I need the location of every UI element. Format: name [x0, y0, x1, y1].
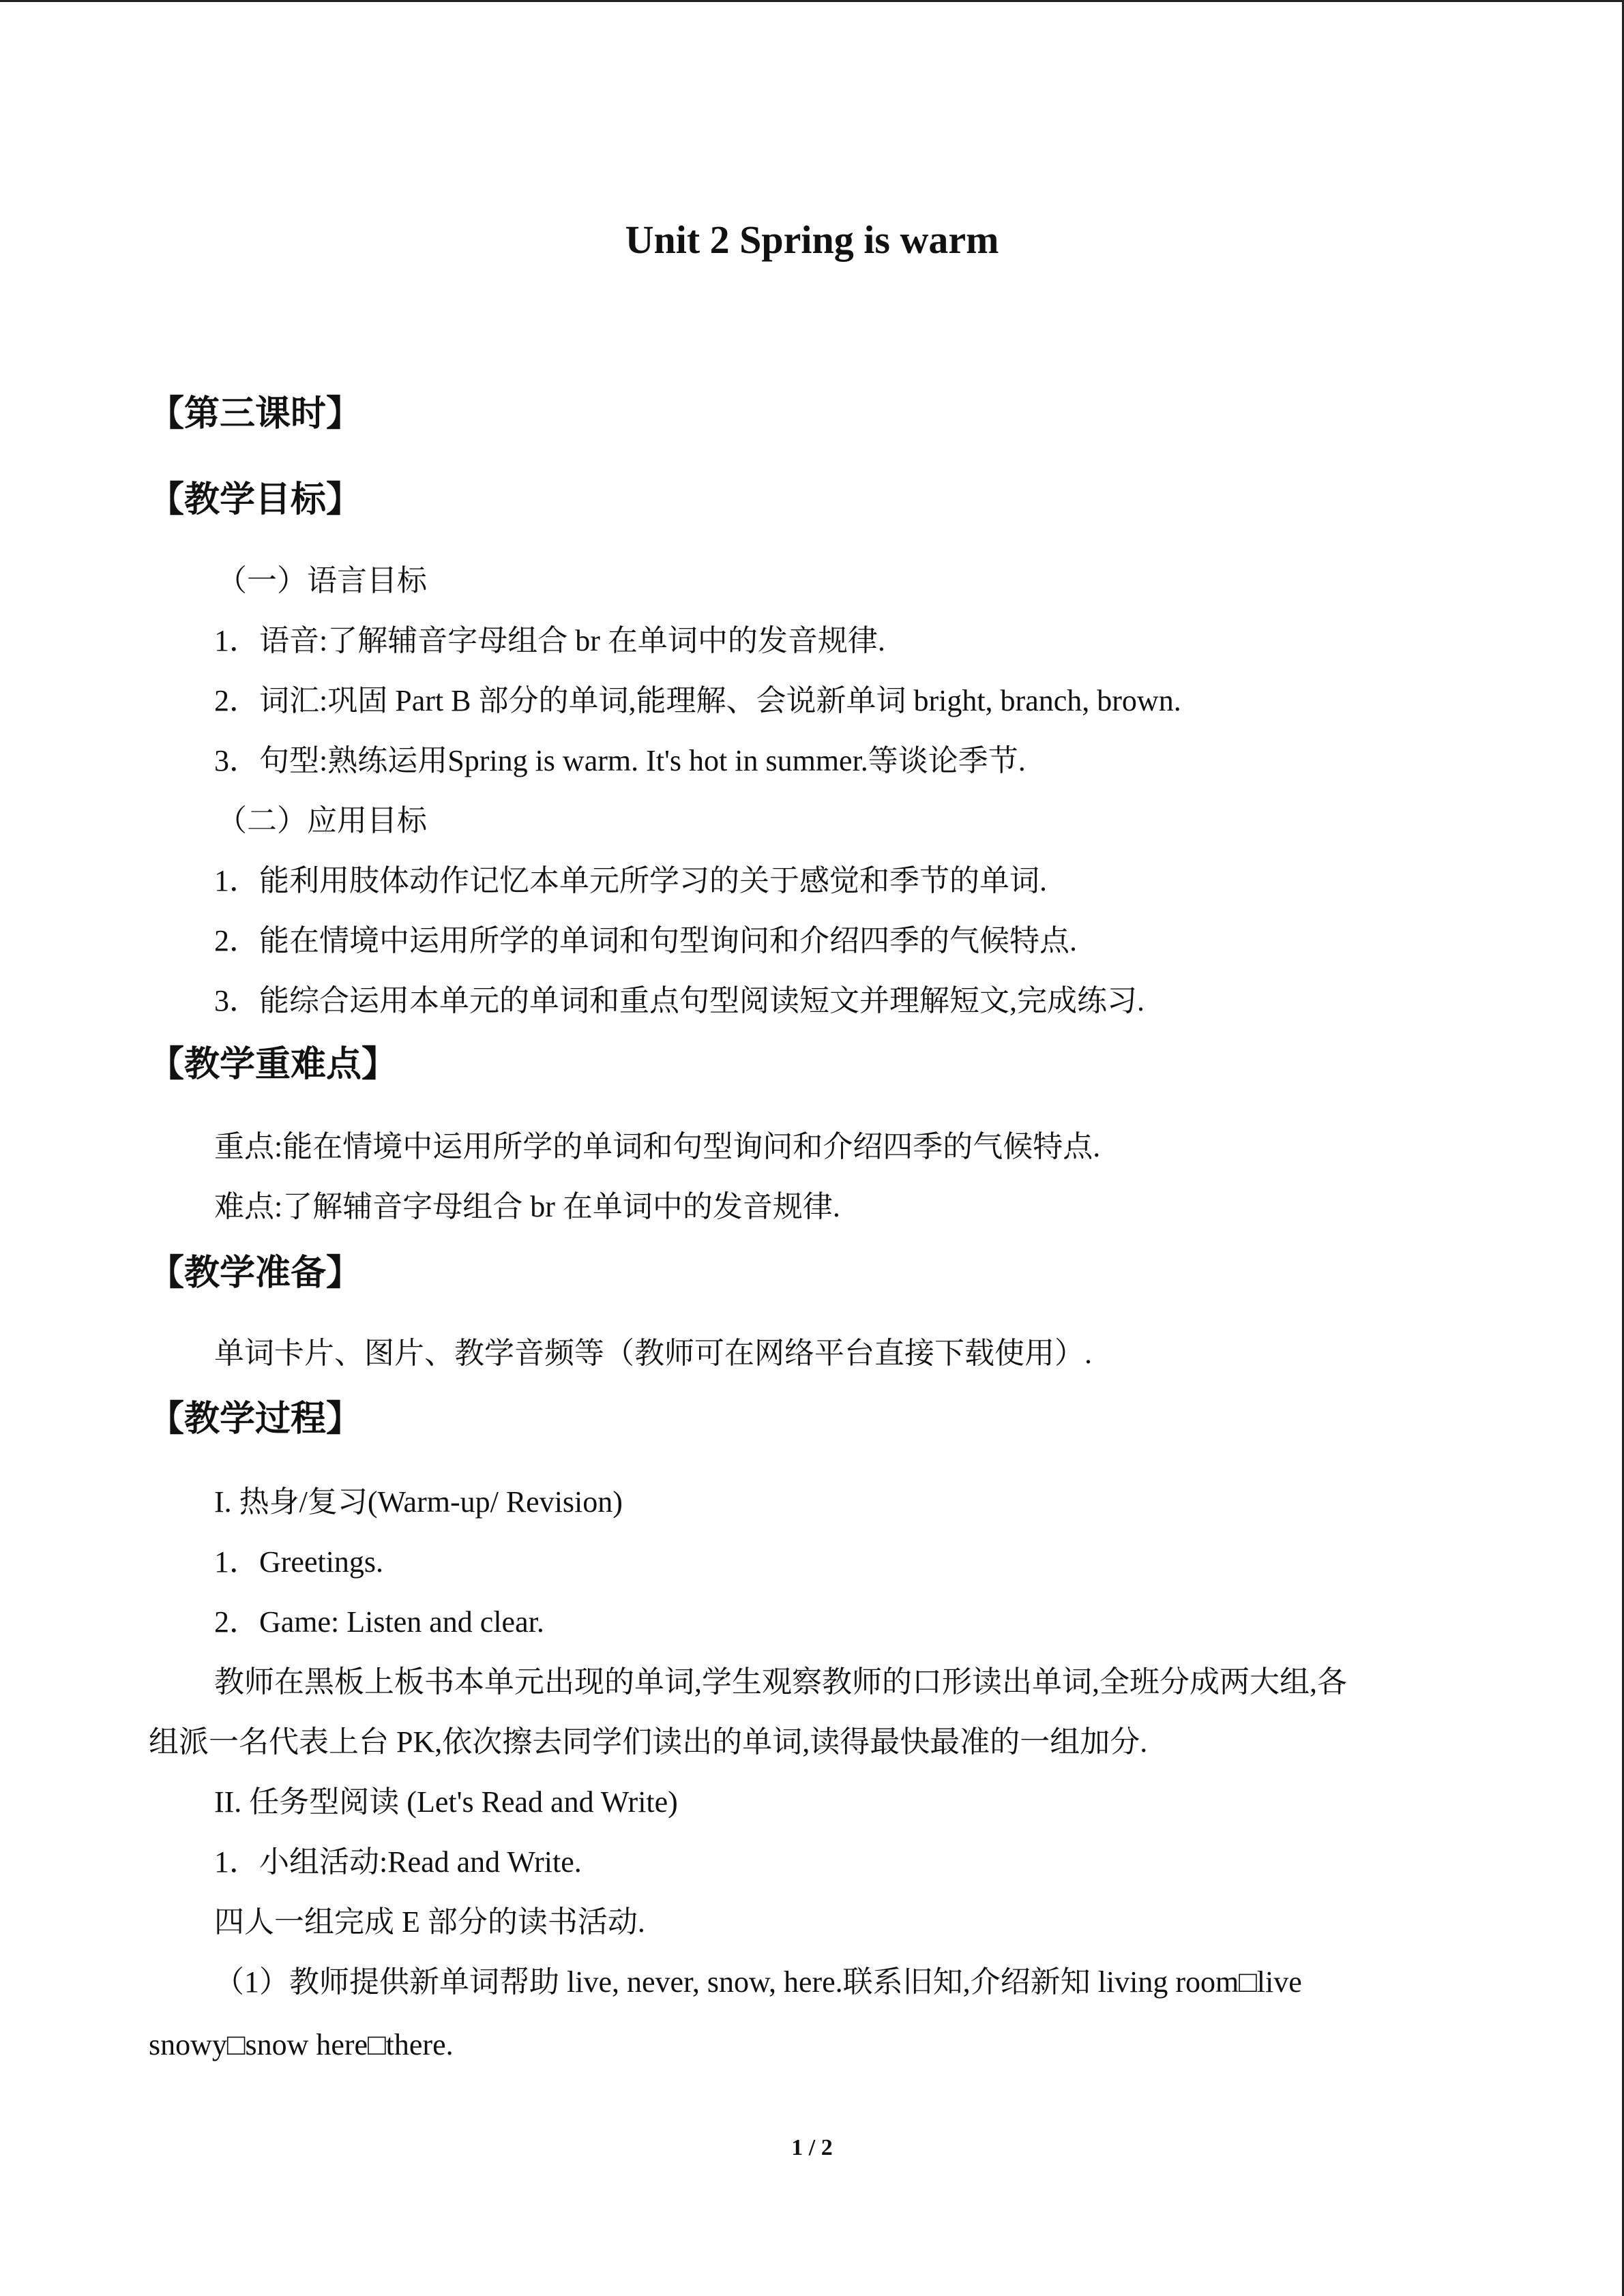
application-goals-title: （二）应用目标	[217, 804, 427, 837]
reading-description: 四人一组完成 E 部分的读书活动.	[214, 1905, 645, 1939]
game-description-line: 组派一名代表上台 PK,依次擦去同学们读出的单词,读得最快最准的一组加分.	[149, 1725, 1148, 1759]
step-one-line: （1）教师提供新单词帮助 live, never, snow, here.联系旧知,介绍新知 living room□live	[214, 1965, 1302, 1999]
preparation-text: 单词卡片、图片、教学音频等（教师可在网络平台直接下载使用）.	[214, 1337, 1092, 1370]
step-one-line: snowy□snow here□there.	[149, 2028, 454, 2061]
language-goal-item: 1．语音:了解辅音字母组合 br 在单词中的发音规律.	[214, 624, 885, 657]
warmup-item: 1．Greetings.	[214, 1545, 384, 1579]
document-title: Unit 2 Spring is warm	[625, 218, 999, 262]
language-goals-title: （一）语言目标	[217, 564, 427, 597]
language-goal-item: 2．词汇:巩固 Part B 部分的单词,能理解、会说新单词 bright, branch, brown.	[214, 684, 1181, 717]
heading-lesson: 【第三课时】	[149, 393, 362, 434]
application-goal-item: 3．能综合运用本单元的单词和重点句型阅读短文并理解短文,完成练习.	[214, 984, 1145, 1017]
heading-key-points: 【教学重难点】	[149, 1044, 398, 1085]
heading-preparation: 【教学准备】	[149, 1253, 362, 1294]
heading-process: 【教学过程】	[149, 1399, 362, 1440]
warmup-title: I. 热身/复习(Warm-up/ Revision)	[214, 1485, 623, 1519]
reading-item: 1．小组活动:Read and Write.	[214, 1845, 582, 1879]
application-goal-item: 1．能利用肢体动作记忆本单元所学习的关于感觉和季节的单词.	[214, 864, 1047, 897]
language-goal-item: 3．句型:熟练运用Spring is warm. It's hot in summer.等谈论季节.	[214, 744, 1026, 777]
reading-title: II. 任务型阅读 (Let's Read and Write)	[214, 1785, 678, 1819]
heading-goals: 【教学目标】	[149, 479, 362, 520]
key-point-item: 难点:了解辅音字母组合 br 在单词中的发音规律.	[214, 1190, 840, 1223]
game-description-line: 教师在黑板上板书本单元出现的单词,学生观察教师的口形读出单词,全班分成两大组,各	[214, 1665, 1347, 1699]
application-goal-item: 2．能在情境中运用所学的单词和句型询问和介绍四季的气候特点.	[214, 924, 1077, 957]
key-point-item: 重点:能在情境中运用所学的单词和句型询问和介绍四季的气候特点.	[214, 1130, 1101, 1163]
page-number: 1 / 2	[791, 2135, 833, 2160]
warmup-item: 2．Game: Listen and clear.	[214, 1605, 544, 1639]
